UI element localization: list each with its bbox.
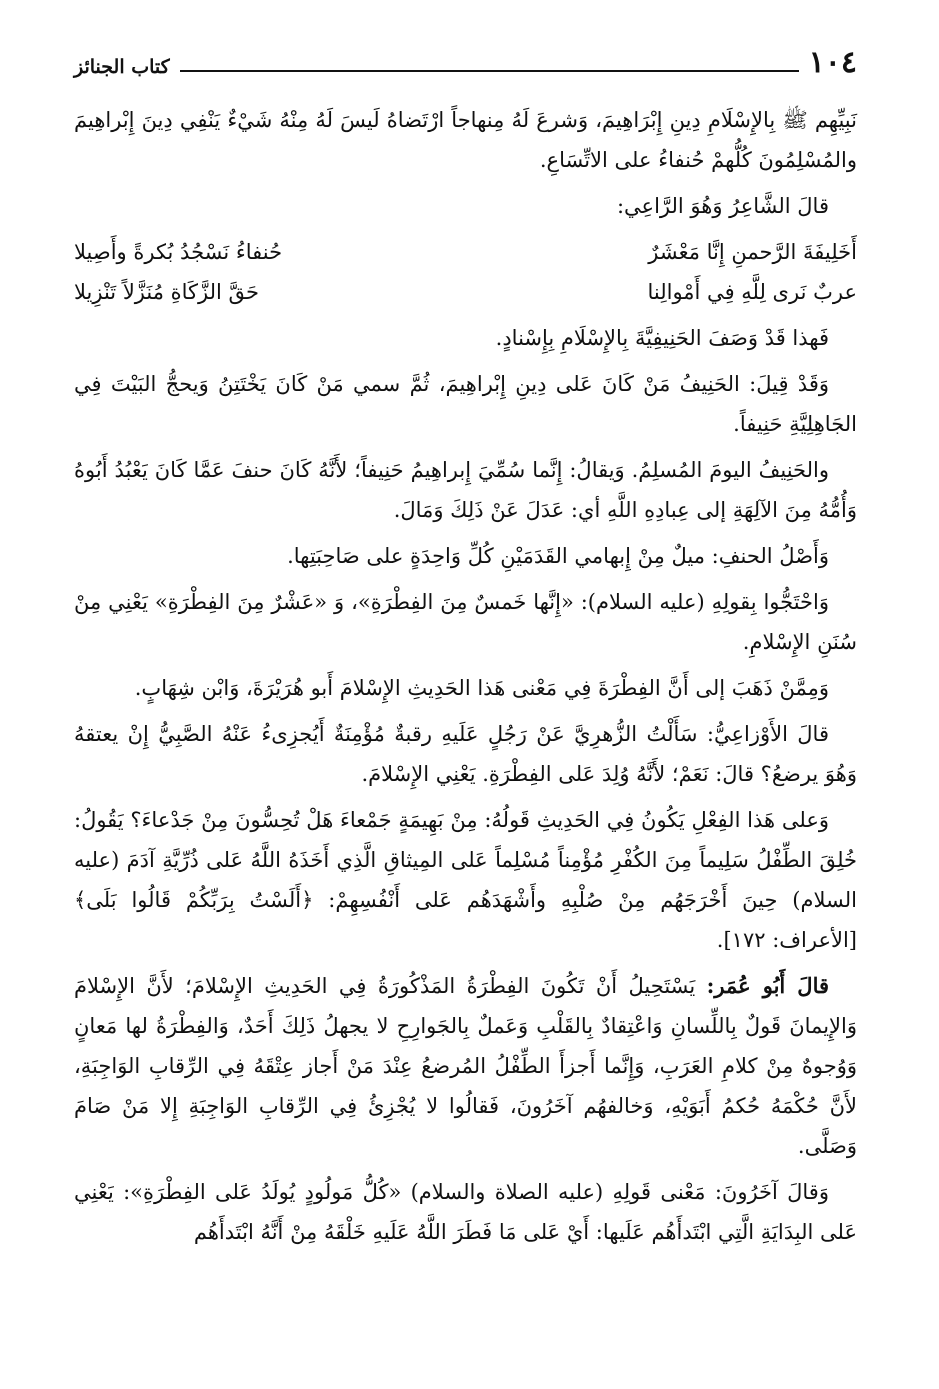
- paragraph-abu-umar: [74, 966, 857, 1166]
- paragraph: فَهذا قَدْ وَصَفَ الحَنِيفِيَّةَ بِالإِسْلَامِ بِإِسْنادٍ.: [495, 326, 829, 350]
- poem: [74, 232, 857, 312]
- book-title: كتاب الجنائز: [74, 56, 170, 78]
- page-header: [74, 38, 857, 78]
- paragraph: وَمِمَّنْ ذَهَبَ إلى أَنَّ الفِطْرَةَ فِي مَعْنى هَذا الحَدِيثِ الإِسْلامَ أَبو هُرَيْرَةَ، وَابْن شِهَابٍ.: [134, 676, 829, 700]
- poem-verse: [74, 232, 857, 272]
- paragraph: وَقالَ آخَرُونَ: مَعْنى قَولِهِ (عليه الصلاة والسلام) «كُلُّ مَولُودٍ يُولَدُ عَلى الفِطْرَةِ»: يَعْنِي عَلى البِدَايَةِ الَّتِي ابْتَدأَهُم عَلَيها: أَيْ عَلى مَا فَطَرَ اللَّهُ عَلَيهِ خَلْقَهُ مِنْ أَنَّهُ ابْتَدأَهُم: [74, 1180, 857, 1244]
- paragraph: والحَنِيفُ اليومَ المُسلِمُ. وَيقالُ: إِنَّما سُمِّيَ إِبراهِيمُ حَنِيفاً؛ لأَنَّهُ كَانَ حنفَ عَمَّا كَانَ يَعْبُدُ أَبُوهُ وَأُمُّهُ مِنَ الآلِهَةِ إلى عِبادِهِ اللَّهِ أي: عَدَلَ عَنْ ذَلِكَ وَمَالَ.: [74, 458, 857, 522]
- paragraph: وَعلى هَذا الفِعْلِ يَكُونُ فِي الحَدِيثِ قَولُهُ: مِنْ بَهِيمَةٍ جَمْعاءَ هَلْ تُحِسُّونَ مِنْ جَدْعاءَ؟ يَقُولُ: خُلِقَ الطِّفْلُ سَلِيماً مِنَ الكُفْرِ مُؤْمِناً مُسْلِماً عَلى المِيثاقِ الَّذِي أَخَذَهُ اللَّهُ عَلى ذُرِّيَّةِ آدَمَ (عليه السلام) حِينَ أَخْرَجَهُم مِنْ صُلْبِهِ وأَشْهَدَهُم عَلى أَنْفُسِهِمْ: ﴿أَلَسْتُ بِرَبِّكُمْ قَالُوا بَلَى﴾ [الأعراف: ١٧٢].: [74, 808, 857, 952]
- poem-intro: قالَ الشَّاعِرُ وَهُوَ الرَّاعِي:: [616, 194, 829, 218]
- page-body: [74, 100, 857, 1252]
- poem-verse: [74, 272, 857, 312]
- page-number: ١٠٤: [808, 45, 857, 80]
- paragraph: قالَ الأَوْزاعِيُّ: سَأَلْتُ الزُّهرِيَّ عَنْ رَجُلٍ عَلَيهِ رقبةٌ مُؤْمِنَةٌ أَيُجزِىءُ عَنْهُ الصَّبِيُّ إِنْ يعتقهُ وَهُوَ يرضعُ؟ قالَ: نَعَمْ؛ لأَنَّهُ وُلِدَ عَلى الفِطْرَةِ. يَعْنِي الإِسْلامَ.: [74, 722, 857, 786]
- verse-first-hemistich: عربٌ نَرى لِلَّهِ فِي أَمْوالِنا: [647, 280, 857, 304]
- abu-umar-text: يَسْتَحِيلُ أَنْ تَكُونَ الفِطْرَةُ المَذْكُورَةُ فِي الحَدِيثِ الإِسْلامَ؛ لأَنَّ الإِسْلامَ وَالإِيمانَ قَولٌ بِاللِّسانِ وَاعْتِقادٌ بِالقَلْبِ وَعَملٌ بِالجَوارِحِ لا يجهلُ ذَلِكَ أَحَدٌ، وَالفِطْرَةُ لها مَعانٍ وَوُجوهٌ مِنْ كلامِ العَرَبِ، وَإِنَّما أَجزأَ الطِّفْلُ المُرضعُ عِنْدَ مَنْ أَجاز عِتْقَهُ فِي الرِّقابِ الوَاجِبَةِ، لأَنَّ حُكْمَهُ حُكمُ أَبَوَيْهِ، وَخالفهُم آخَرُونَ، فَقالُوا لا يُجْزِئُ فِي الرِّقابِ الوَاجِبَةِ إِلا مَنْ صَامَ وَصَلَّى.: [74, 974, 857, 1158]
- verse-second-hemistich: حُنفاءُ نَسْجُدُ بُكرةً وأَصِيلا: [74, 240, 283, 264]
- paragraph: وَأَصْلُ الحنفِ: ميلٌ مِنْ إِبهامي القَدَمَيْنِ كُلِّ وَاحِدَةٍ على صَاحِبَتِها.: [287, 544, 829, 568]
- paragraph: وَاحْتَجُّوا بِقولِهِ (عليه السلام): «إِنَّها خَمسٌ مِنَ الفِطْرَةِ»، وَ «عَشْرٌ مِنَ الفِطْرَةِ» يَعْنِي مِنْ سُنَنِ الإِسْلامِ.: [74, 590, 857, 654]
- header-rule: [180, 70, 799, 72]
- paragraph: نَبِيِّهِم ﷺ بِالإِسْلَامِ دِينِ إِبْرَاهِيمَ، وَشرعَ لَهُ مِنهاجاً ارْتَضاهُ لَيسَ لَهُ مِنْهُ شَيْءٌ يَنْفِي دِينَ إِبْراهِيمَ والمُسْلِمُونَ كُلُّهمْ حُنفاءُ على الاتِّسَاعِ.: [74, 108, 857, 172]
- paragraph: وَقَدْ قِيلَ: الحَنِيفُ مَنْ كَانَ عَلى دِينِ إِبْراهِيمَ، ثُمَّ سمي مَنْ كَانَ يَخْتَتِنُ وَيحجُّ البَيْتَ فِي الجَاهِلِيَّةِ حَنِيفاً.: [74, 372, 857, 436]
- verse-first-hemistich: أَخَلِيفَةَ الرَّحمنِ إِنَّا مَعْشَرٌ: [648, 240, 857, 264]
- abu-umar-label: قالَ أَبُو عُمَر:: [706, 973, 830, 998]
- verse-second-hemistich: حَقَّ الزَّكَاةِ مُنَزَّلاً تَنْزِيلا: [74, 280, 260, 304]
